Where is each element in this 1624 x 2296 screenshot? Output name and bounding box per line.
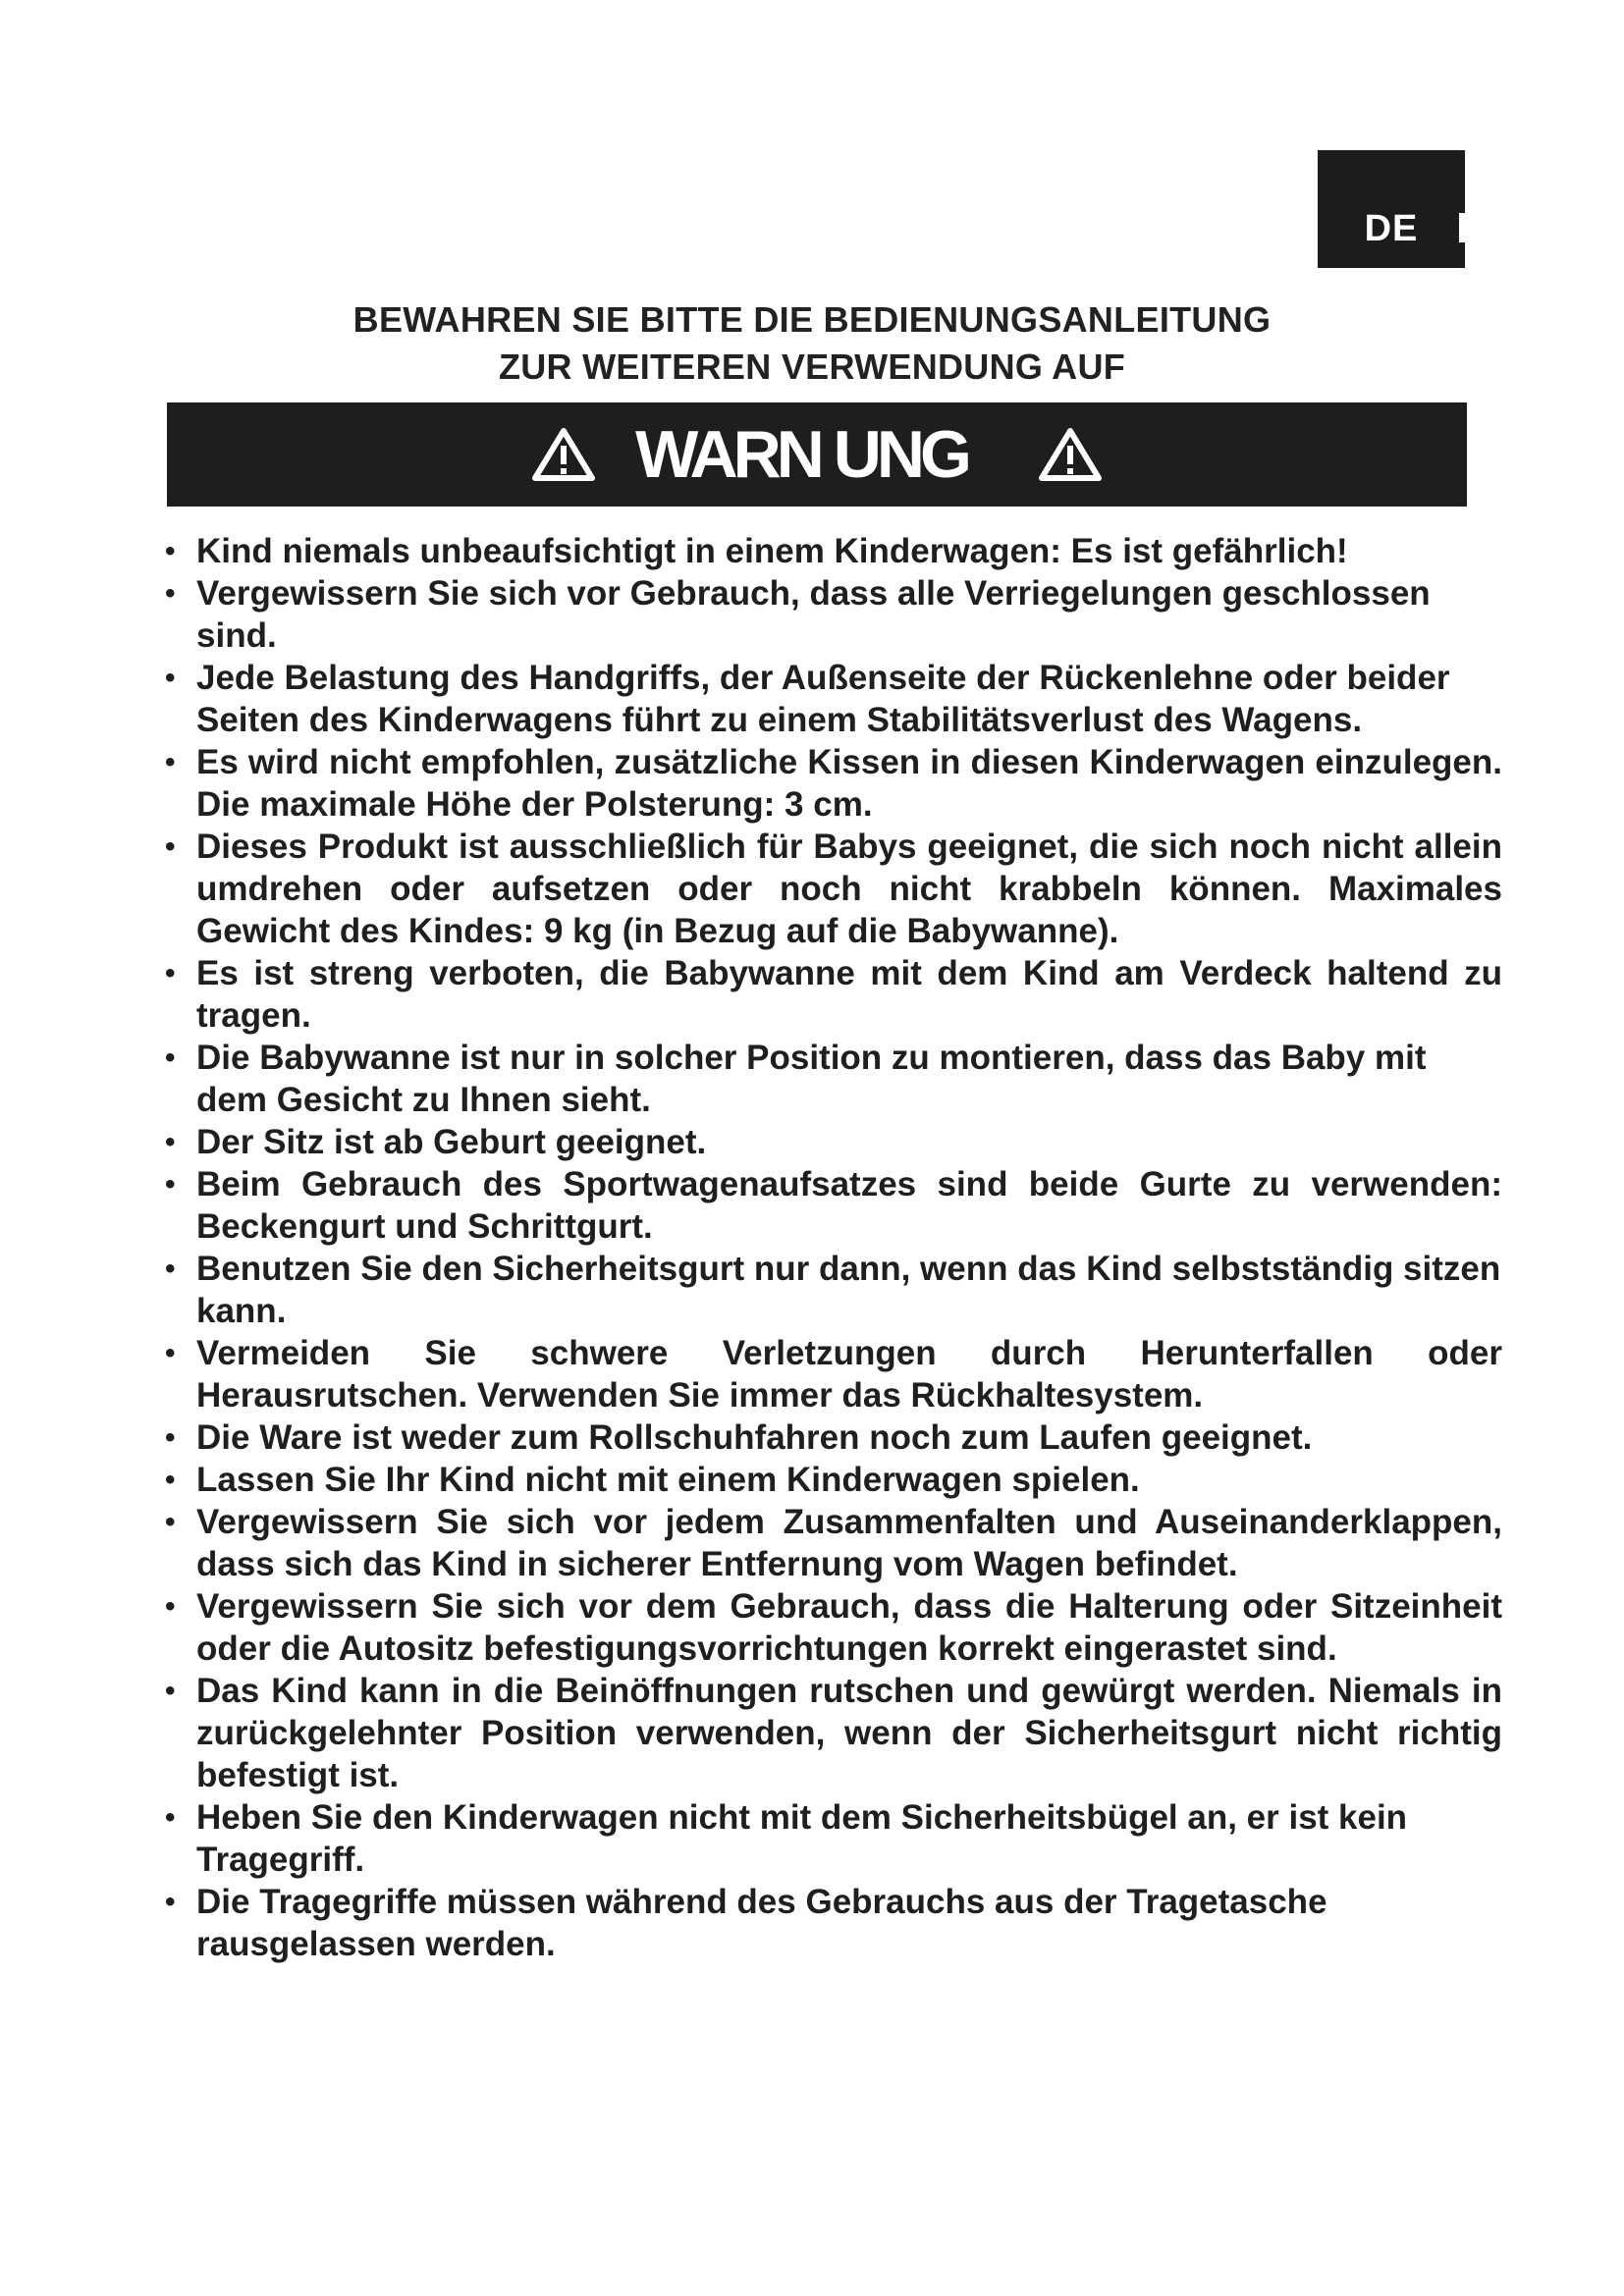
- rule-item: [165, 1459, 1520, 1501]
- rule-text: Vergewissern Sie sich vor jedem Zusammenfalten und Auseinanderklappen, dass sich das Kind in sicherer Entfernung vom Wagen befindet.: [196, 1503, 1502, 1583]
- bullet-icon: •: [165, 1590, 176, 1623]
- rule-item: [165, 1881, 1520, 1965]
- page-heading: [245, 296, 1379, 391]
- rule-item: [165, 1037, 1520, 1121]
- tab-notch: [1459, 213, 1465, 242]
- rule-text: Die Ware ist weder zum Rollschuhfahren noch zum Laufen geeignet.: [196, 1418, 1313, 1457]
- rule-item: [165, 657, 1520, 741]
- rule-item: [165, 1416, 1520, 1459]
- rule-text: Es ist streng verboten, die Babywanne mit dem Kind am Verdeck haltend zu tragen.: [196, 954, 1502, 1035]
- bullet-icon: •: [165, 1253, 176, 1285]
- bullet-icon: •: [165, 1168, 176, 1201]
- rule-text: Die Babywanne ist nur in solcher Position zu montieren, dass das Baby mit dem Gesicht zu Ihnen sieht.: [196, 1039, 1427, 1119]
- rule-item: [165, 1121, 1520, 1163]
- rule-text: Vermeiden Sie schwere Verletzungen durch Herunterfallen oder Herausrutschen. Verwenden Sie immer das Rückhaltesystem.: [196, 1334, 1502, 1415]
- bullet-icon: •: [165, 1675, 176, 1707]
- rule-text: Kind niemals unbeaufsichtigt in einem Kinderwagen: Es ist gefährlich!: [196, 532, 1348, 570]
- warning-banner: [167, 402, 1467, 507]
- warning-triangle-icon: [1038, 426, 1103, 483]
- bullet-icon: •: [165, 662, 176, 694]
- language-code: DE: [1364, 208, 1419, 249]
- rule-item: [165, 1670, 1520, 1796]
- safety-rules-list: [165, 530, 1520, 1965]
- bullet-icon: •: [165, 1041, 176, 1074]
- bullet-icon: •: [165, 1421, 176, 1454]
- rule-text: Der Sitz ist ab Geburt geeignet.: [196, 1123, 707, 1161]
- heading-line-1: BEWAHREN SIE BITTE DIE BEDIENUNGSANLEITUNG: [352, 299, 1272, 340]
- bullet-icon: •: [165, 830, 176, 863]
- warning-label: WARN UNG: [635, 417, 967, 492]
- rule-text: Benutzen Sie den Sicherheitsgurt nur dann, wenn das Kind selbstständig sitzen kann.: [196, 1250, 1501, 1330]
- rule-text: Die Tragegriffe müssen während des Gebrauchs aus der Tragetasche rausgelassen werden.: [196, 1883, 1327, 1963]
- rule-text: Vergewissern Sie sich vor dem Gebrauch, dass die Halterung oder Sitzeinheit oder die Autositz befestigungsvorrichtungen korrekt eingerastet sind.: [196, 1587, 1502, 1668]
- rule-item: [165, 952, 1520, 1037]
- bullet-icon: •: [165, 577, 176, 610]
- heading-line-2: ZUR WEITEREN VERWENDUNG AUF: [498, 347, 1126, 387]
- rule-text: Jede Belastung des Handgriffs, der Außenseite der Rückenlehne oder beider Seiten des Kinderwagens führt zu einem Stabilitätsverlust des Wagens.: [196, 659, 1450, 739]
- bullet-icon: •: [165, 746, 176, 778]
- rule-text: Heben Sie den Kinderwagen nicht mit dem Sicherheitsbügel an, er ist kein Tragegriff.: [196, 1798, 1408, 1879]
- rule-item: [165, 1501, 1520, 1585]
- language-tab: [1318, 150, 1465, 268]
- rule-item: [165, 1585, 1520, 1670]
- bullet-icon: •: [165, 1506, 176, 1538]
- rule-text: Das Kind kann in die Beinöffnungen rutschen und gewürgt werden. Niemals in zurückgelehnter Position verwenden, wenn der Sicherheitsgurt nicht richtig befestigt ist.: [196, 1672, 1502, 1794]
- rule-item: [165, 1796, 1520, 1881]
- bullet-icon: •: [165, 1464, 176, 1496]
- rule-item: [165, 1163, 1520, 1248]
- bullet-icon: •: [165, 1126, 176, 1158]
- bullet-icon: •: [165, 1337, 176, 1369]
- rule-text: Vergewissern Sie sich vor Gebrauch, dass alle Verriegelungen geschlossen sind.: [196, 574, 1431, 655]
- rule-item: [165, 530, 1520, 572]
- bullet-icon: •: [165, 535, 176, 567]
- rule-item: [165, 1248, 1520, 1332]
- rule-text: Lassen Sie Ihr Kind nicht mit einem Kinderwagen spielen.: [196, 1461, 1140, 1499]
- bullet-icon: •: [165, 957, 176, 989]
- rule-item: [165, 572, 1520, 657]
- rule-text: Beim Gebrauch des Sportwagenaufsatzes sind beide Gurte zu verwenden: Beckengurt und Schrittgurt.: [196, 1165, 1502, 1246]
- bullet-icon: •: [165, 1801, 176, 1834]
- rule-text: Dieses Produkt ist ausschließlich für Babys geeignet, die sich noch nicht allein umdrehen oder aufsetzen oder noch nicht krabbeln können. Maximales Gewicht des Kindes: 9 kg (in Bezug auf die Babywanne).: [196, 828, 1502, 950]
- rule-item: [165, 741, 1520, 826]
- rule-item: [165, 826, 1520, 952]
- bullet-icon: •: [165, 1886, 176, 1918]
- rule-item: [165, 1332, 1520, 1416]
- rule-text: Es wird nicht empfohlen, zusätzliche Kissen in diesen Kinderwagen einzulegen. Die maximale Höhe der Polsterung: 3 cm.: [196, 743, 1502, 824]
- warning-triangle-icon: [531, 426, 596, 483]
